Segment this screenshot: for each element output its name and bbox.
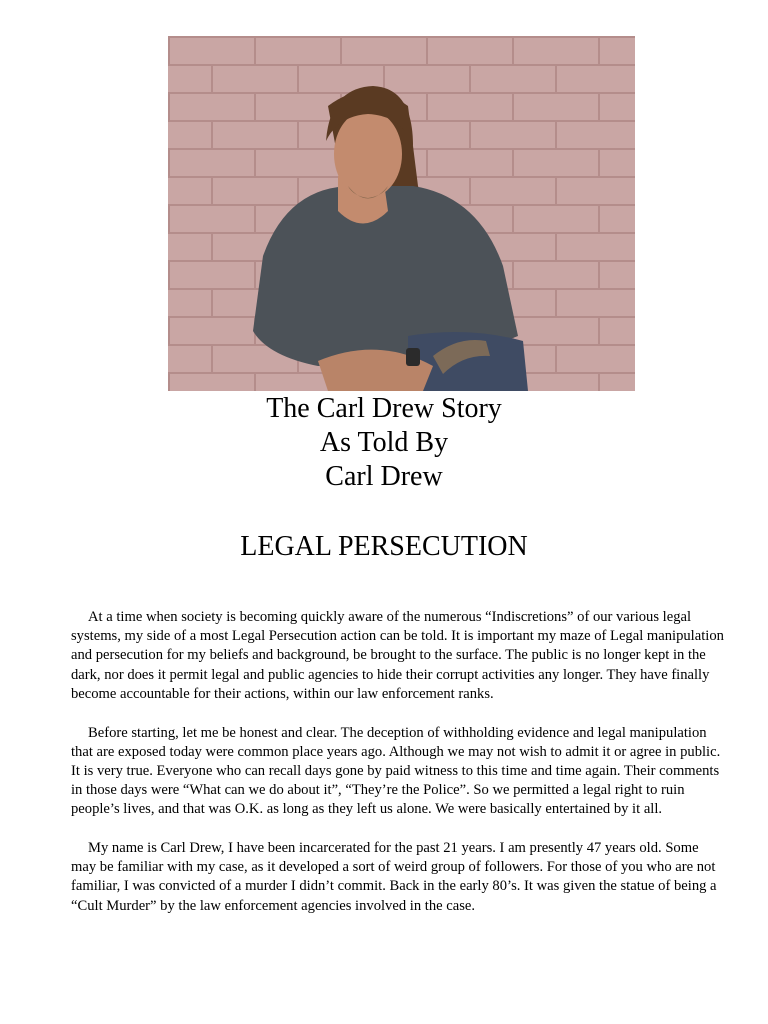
section-heading: LEGAL PERSECUTION	[240, 531, 528, 562]
wristwatch	[406, 348, 420, 366]
title-line-2: As Told By	[319, 427, 449, 458]
face	[334, 110, 402, 198]
title-line-3: Carl Drew	[325, 461, 443, 492]
story-title	[0, 392, 768, 494]
paragraph-2: Before starting, let me be honest and clear. The deception of withholding evidence and legal manipulation that are exposed today were common place years ago. Although we may not wish to admit it or agree in public. It is very true. Everyone who can recall days gone by paid witness to this time and time again. Their comments in those days were “What can we do about it”, “They’re the Police”. So we permitted a legal right to ruin people’s lives, and that was O.K. as long as they left us alone. We were basically entertained by it all.	[71, 724, 721, 818]
body-text	[71, 608, 727, 935]
title-line-1: The Carl Drew Story	[266, 393, 502, 424]
paragraph-1: At a time when society is becoming quickly aware of the numerous “Indiscretions” of our various legal systems, my side of a most Legal Persecution action can be told. It is important my maze of Legal manipulation and persecution for my beliefs and background, be brought to the surface. The public is no longer kept in the dark, nor does it permit legal and public agencies to hide their corrupt activities any longer. They have finally become accountable for their actions, within our law enforcement ranks.	[71, 609, 724, 702]
cover-photo	[168, 36, 635, 391]
paragraph-3: My name is Carl Drew, I have been incarcerated for the past 21 years. I am presently 47 years old. Some may be familiar with my case, as it developed a sort of weird group of followers. For those of you who are not familiar, I was convicted of a murder I didn’t commit. Back in the early 80’s. It was given the statue of being a “Cult Murder” by the law enforcement agencies involved in the case.	[71, 840, 717, 914]
photo-illustration	[168, 36, 635, 391]
